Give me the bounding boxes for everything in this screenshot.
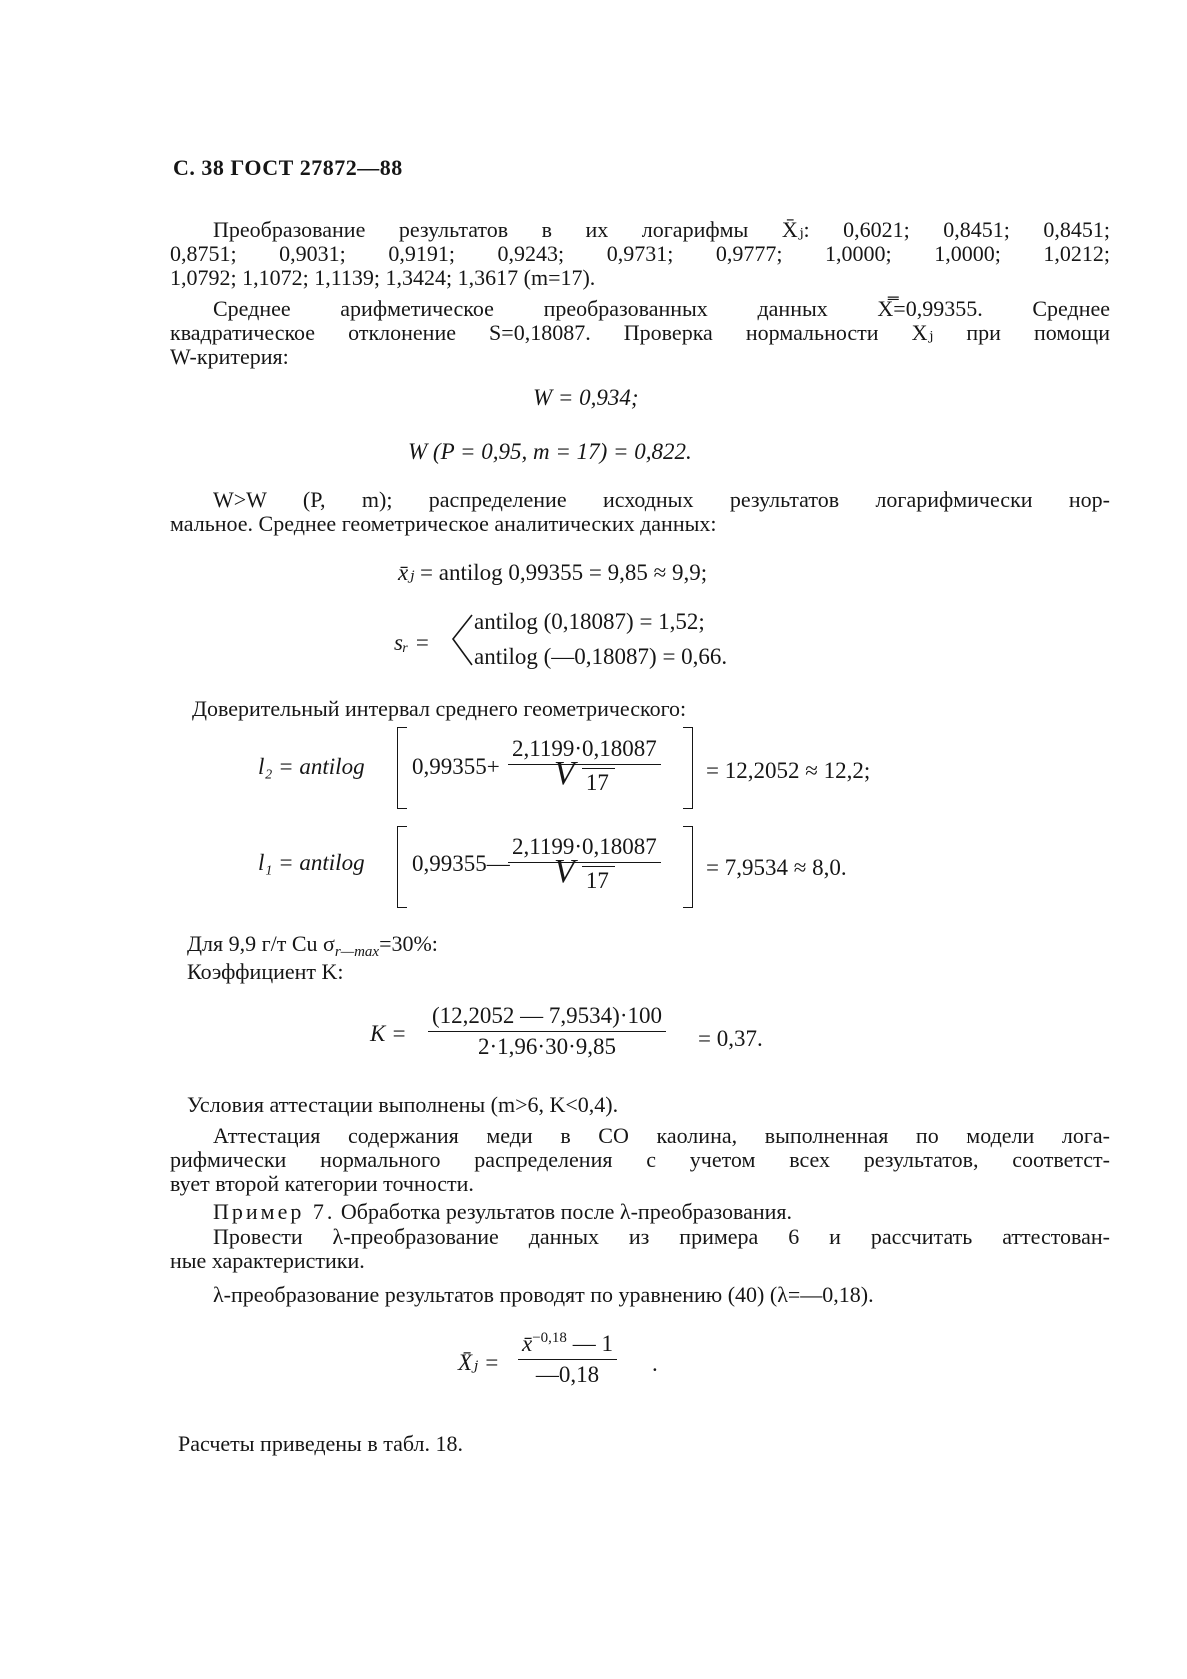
equation-k-result: = 0,37. bbox=[698, 1026, 763, 1051]
example-label: Пример 7. bbox=[213, 1199, 336, 1224]
bracket-right bbox=[683, 826, 693, 908]
paragraph-copper-end: =30%: bbox=[379, 931, 438, 956]
equation-geometric-mean-rhs: = antilog 0,99355 = 9,85 ≈ 9,9; bbox=[420, 560, 708, 585]
paragraph-copper-text: Для 9,9 г/т Cu σ bbox=[187, 931, 335, 956]
numerator-tail: — 1 bbox=[572, 1331, 613, 1356]
equation-l2-result: = 12,2052 ≈ 12,2; bbox=[706, 758, 871, 783]
paragraph-calculations: Расчеты приведены в табл. 18. bbox=[178, 1431, 464, 1456]
equation-l1-base: 0,99355— bbox=[412, 851, 510, 876]
paragraph-log-values-line2: 0,8751; 0,9031; 0,9191; 0,9243; 0,9731; 0,9777; 1,0000; 1,0000; 1,0212; bbox=[170, 241, 1110, 266]
equation-lambda-lhs: X̄ⱼ = bbox=[458, 1350, 500, 1375]
equation-l2-numerator: 2,1199·0,18087 bbox=[508, 737, 661, 765]
paragraph-conditions: Условия аттестации выполнены (m>6, K<0,4). bbox=[187, 1092, 619, 1117]
paragraph-log-values-line1: Преобразование результатов в их логарифмы X̄ⱼ: 0,6021; 0,8451; 0,8451; bbox=[213, 217, 1110, 242]
equation-sr-lower: antilog (—0,18087) = 0,66. bbox=[474, 644, 728, 669]
paragraph-log-values-line3: 1,0792; 1,1072; 1,1139; 1,3424; 1,3617 (m=17). bbox=[170, 265, 596, 290]
equation-k-lhs: K = bbox=[370, 1021, 407, 1046]
paragraph-task-line1: Провести λ-преобразование данных из примера 6 и рассчитать аттестован- bbox=[213, 1224, 1110, 1249]
equation-w-value: W = 0,934; bbox=[533, 385, 639, 410]
equation-l2-denominator: 17 bbox=[582, 768, 615, 795]
bracket-right bbox=[683, 727, 693, 809]
equation-l1-result: = 7,9534 ≈ 8,0. bbox=[706, 855, 847, 880]
equation-lambda-denominator: —0,18 bbox=[535, 1362, 600, 1387]
equation-geometric-mean-lhs: x̄ⱼ bbox=[398, 560, 415, 585]
paragraph-lognormal-line2: мальное. Среднее геометрическое аналитических данных: bbox=[170, 511, 717, 536]
equation-w-critical: W (P = 0,95, m = 17) = 0,822. bbox=[408, 439, 692, 464]
paragraph-mean-line2: квадратическое отклонение S=0,18087. Проверка нормальности Xⱼ при помощи bbox=[170, 320, 1110, 345]
paragraph-attestation-line3: вует второй категории точности. bbox=[170, 1171, 474, 1196]
equation-l1-denominator: 17 bbox=[582, 866, 615, 893]
equation-l2-lhs: l₂ = antilog bbox=[258, 754, 365, 779]
paragraph-lambda-transform: λ-преобразование результатов проводят по уравнению (40) (λ=—0,18). bbox=[213, 1282, 874, 1307]
example-title: Обработка результатов после λ-преобразования. bbox=[340, 1199, 793, 1224]
equation-geometric-mean bbox=[398, 561, 707, 585]
brace-split-icon bbox=[450, 612, 474, 668]
bracket-left bbox=[397, 826, 407, 908]
paragraph-task-line2: ные характеристики. bbox=[170, 1248, 365, 1273]
equation-sr-lhs: sᵣ = bbox=[394, 630, 430, 655]
sqrt-icon: V bbox=[553, 853, 575, 890]
sqrt-icon: V bbox=[553, 755, 575, 792]
paragraph-example7 bbox=[213, 1200, 792, 1224]
equation-lambda-numerator bbox=[518, 1326, 617, 1360]
paragraph-attestation-line2: рифмически нормального распределения с учетом всех результатов, соответст- bbox=[170, 1147, 1110, 1172]
equation-l1-lhs: l₁ = antilog bbox=[258, 850, 365, 875]
paragraph-confidence-interval: Доверительный интервал среднего геометрического: bbox=[192, 696, 687, 721]
equation-lambda-fraction bbox=[518, 1326, 617, 1387]
equation-k-numerator: (12,2052 — 7,9534)·100 bbox=[428, 1004, 666, 1032]
equation-k-denominator: 2·1,96·30·9,85 bbox=[478, 1034, 616, 1059]
numerator-base: x̄ bbox=[522, 1331, 533, 1356]
numerator-exponent: −0,18 bbox=[532, 1330, 567, 1346]
equation-lambda-end: . bbox=[652, 1351, 658, 1376]
equation-k-fraction bbox=[428, 1004, 666, 1059]
paragraph-mean-line1: Среднее арифметическое преобразованных данных X̿=0,99355. Среднее bbox=[213, 296, 1110, 321]
equation-l2-fraction bbox=[508, 737, 661, 795]
bracket-left bbox=[397, 727, 407, 809]
paragraph-attestation-line1: Аттестация содержания меди в СО каолина, выполненная по модели лога- bbox=[213, 1123, 1110, 1148]
equation-l2-base: 0,99355+ bbox=[412, 754, 500, 779]
equation-l1-fraction bbox=[508, 835, 661, 893]
paragraph-mean-line3: W-критерия: bbox=[170, 344, 289, 369]
paragraph-lognormal-line1: W>W (P, m); распределение исходных результатов логарифмически нор- bbox=[213, 487, 1110, 512]
sigma-subscript: r—max bbox=[334, 944, 380, 960]
page-header: С. 38 ГОСТ 27872—88 bbox=[173, 155, 403, 180]
equation-sr-upper: antilog (0,18087) = 1,52; bbox=[474, 609, 705, 634]
paragraph-coefficient-k: Коэффициент K: bbox=[187, 959, 344, 984]
equation-l1-numerator: 2,1199·0,18087 bbox=[508, 835, 661, 863]
